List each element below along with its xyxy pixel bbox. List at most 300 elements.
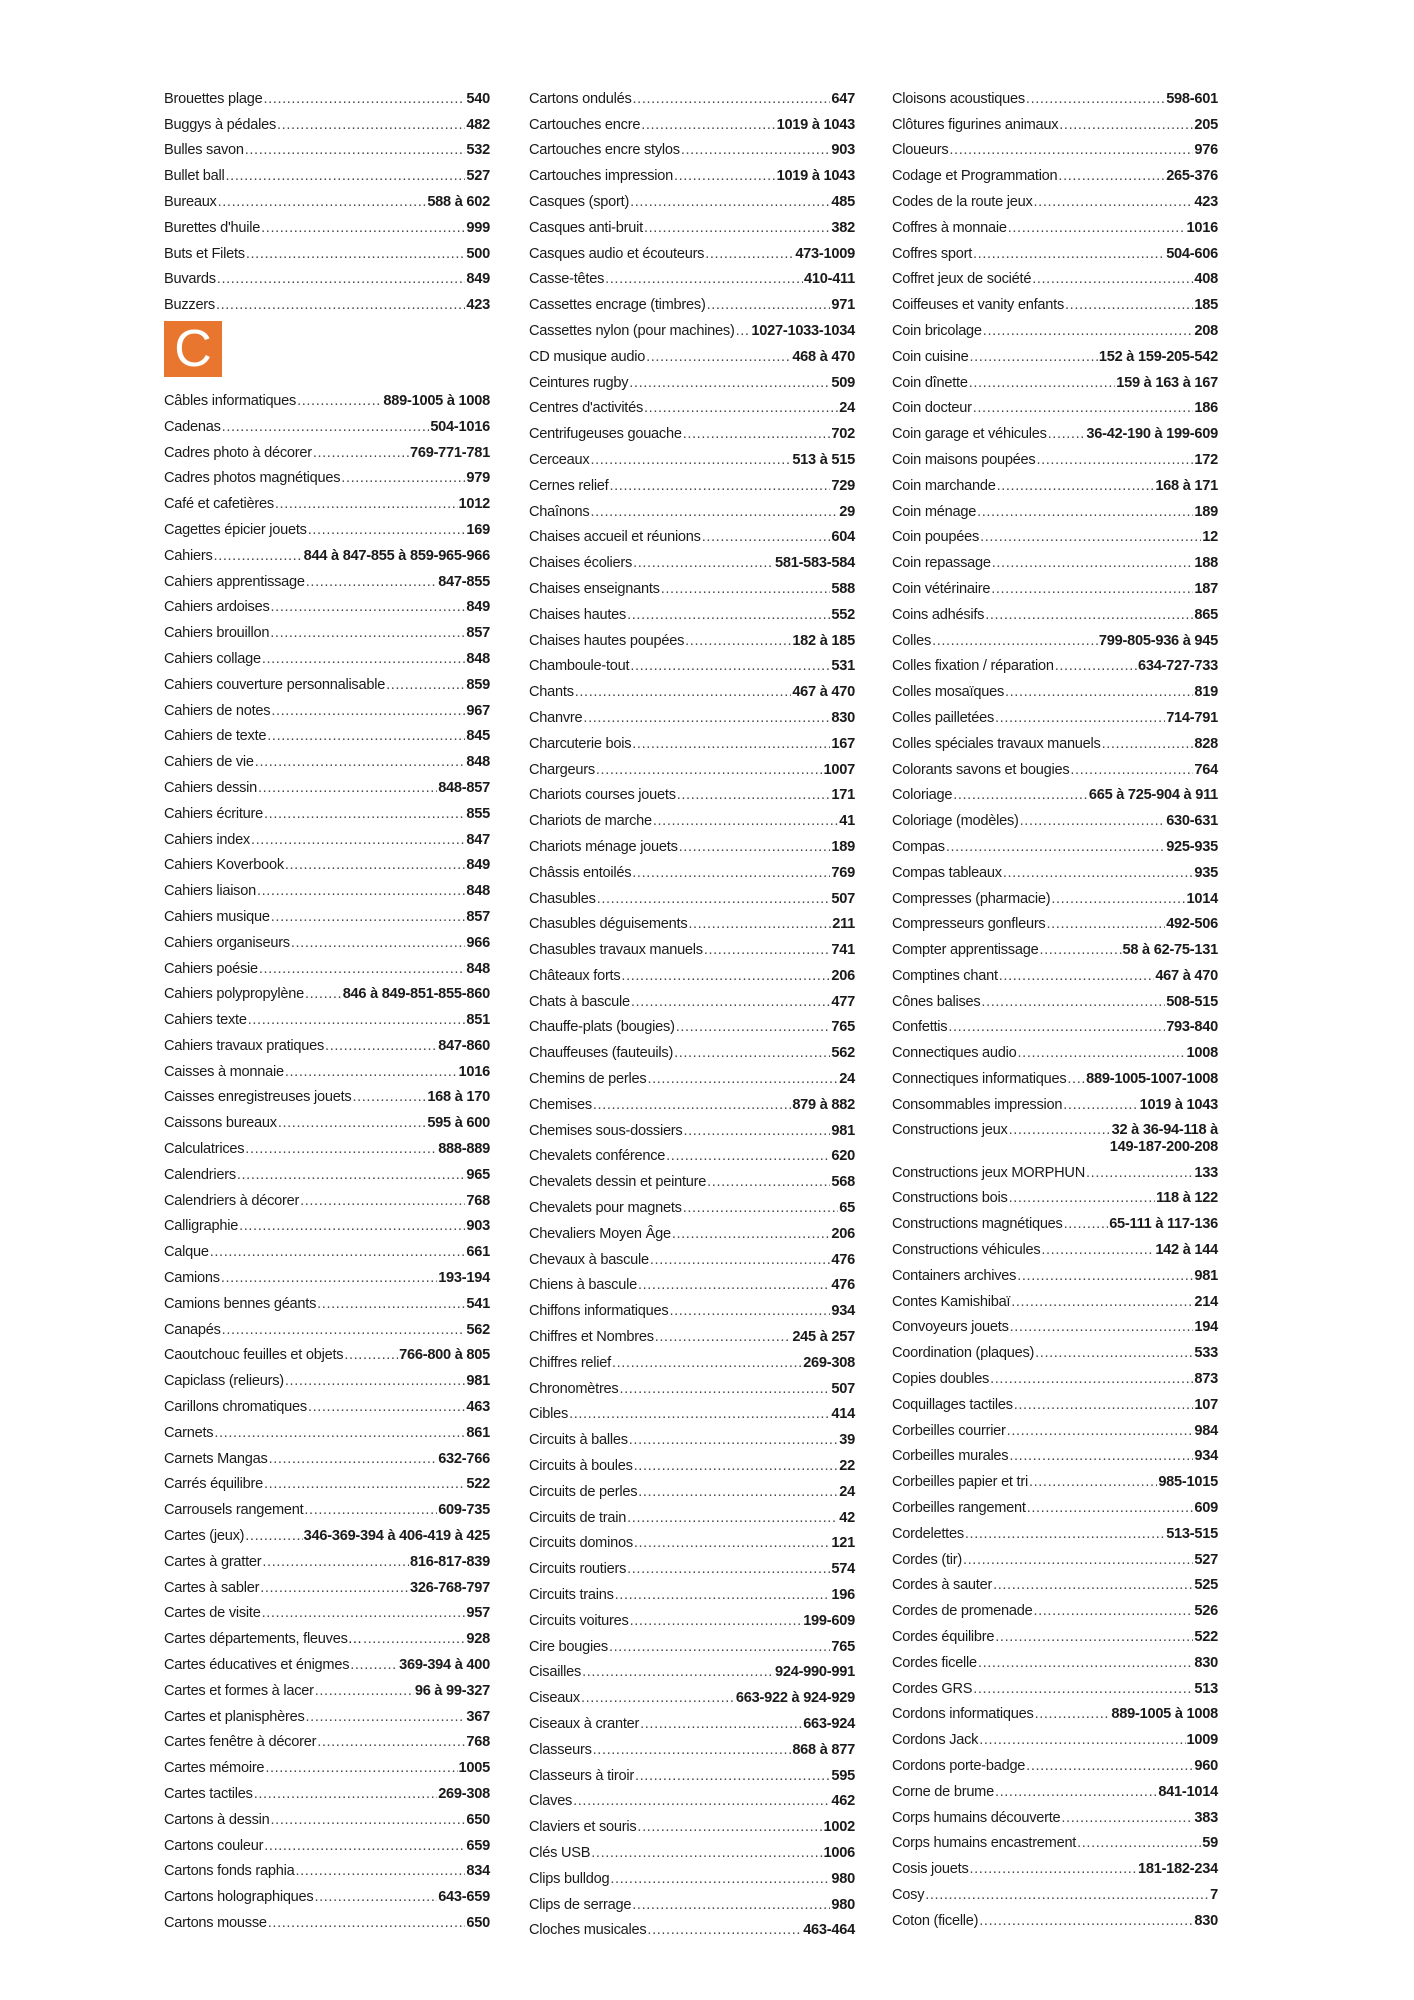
entry-page: 971 [831,297,855,314]
entry-page: 169 [466,521,490,538]
entry-label: Cartouches impression [529,168,673,185]
entry-page: 107 [1194,1396,1218,1413]
entry-label: Buzzers [164,297,215,314]
leader-dots [582,1664,774,1681]
entry-label: Circuits dominos [529,1535,633,1552]
entry-label: Cartes fenêtre à décorer [164,1734,317,1751]
entry-label: Carillons chromatiques [164,1399,307,1416]
leader-dots [1010,1319,1194,1336]
entry-page: 865 [1194,606,1218,623]
index-entry [164,1184,490,1210]
index-entry [164,1287,490,1313]
index-entry [164,237,490,263]
index-entry [529,1862,855,1888]
entry-page: 1014 [1186,890,1218,907]
leader-dots [246,246,466,263]
index-entry [164,1545,490,1571]
entry-page: 133 [1194,1164,1218,1181]
entry-label: Chevaliers Moyen Âge [529,1225,671,1242]
leader-dots [630,1613,803,1630]
index-entry [529,701,855,727]
entry-page: 598-601 [1166,90,1218,107]
entry-label: Chaînons [529,503,590,520]
leader-dots [991,581,1193,598]
entry-label: Cagettes épicier jouets [164,521,307,538]
entry-label: Circuits à boules [529,1458,633,1475]
index-entry [529,1681,855,1707]
entry-page: 206 [831,967,855,984]
index-entry [892,1440,1218,1466]
entry-label: Cordons porte-badge [892,1758,1026,1774]
entry-page: 924-990-991 [774,1664,855,1681]
leader-dots [593,1097,791,1114]
entry-label: Clips de serrage [529,1896,632,1913]
section-letter-c: C [164,321,222,377]
index-entry [892,727,1218,753]
leader-dots [683,1200,839,1217]
index-entry [529,417,855,443]
entry-label: Chanvre [529,709,583,726]
leader-dots [979,1913,1193,1930]
index-entry [529,933,855,959]
entry-label: Chemises sous-dossiers [529,1122,683,1139]
entry-label: Corbeilles papier et tri [892,1474,1028,1491]
entry-page: 849 [466,271,490,288]
index-entry [164,1158,490,1184]
index-entry [892,417,1218,443]
entry-label: Coin poupées [892,529,980,546]
leader-dots [569,1406,830,1423]
leader-dots [705,246,794,263]
entry-label: Cartons fonds raphia [164,1863,295,1880]
entry-page: 194 [1194,1319,1218,1336]
leader-dots [216,297,465,314]
index-entry [529,1165,855,1191]
entry-label: Buvards [164,271,216,288]
entry-page: 976 [1194,142,1218,159]
entry-label: Cahiers couverture personnalisable [164,676,386,693]
index-entry [164,1261,490,1287]
leader-dots [605,271,803,288]
entry-label: Cartons à dessin [164,1811,270,1828]
leader-dots [257,883,465,900]
entry-page: 834 [466,1863,490,1880]
leader-dots [1061,1810,1193,1827]
entry-page: 525 [1194,1577,1218,1594]
index-entry [164,1880,490,1906]
leader-dots [632,736,830,753]
entry-page: 981 [1194,1267,1218,1284]
index-entry [164,1571,490,1597]
entry-label: Cahiers écriture [164,805,264,822]
index-entry [892,1362,1218,1388]
leader-dots [981,994,1165,1011]
index-entry [529,288,855,314]
entry-page: 188 [1194,555,1218,572]
index-entry [164,1468,490,1494]
entry-label: Cire bougies [529,1638,608,1655]
entry-page: 423 [1194,193,1218,210]
entry-label: Bulles savon [164,142,244,159]
entry-label: Coloriage [892,787,953,804]
leader-dots [1005,684,1193,701]
index-entry [529,443,855,469]
entry-page: 269-308 [803,1354,855,1371]
entry-page: 847-860 [438,1037,490,1054]
leader-dots [295,1863,465,1880]
leader-dots [278,1115,426,1132]
entry-label: Coin ménage [892,503,977,520]
entry-label: Bureaux [164,193,217,210]
entry-label: Coin marchande [892,477,996,494]
entry-page: 609 [1194,1500,1218,1517]
leader-dots [666,1148,830,1165]
leader-dots [973,1681,1193,1698]
leader-dots [591,1845,822,1862]
leader-dots [707,1174,830,1191]
leader-dots [949,142,1193,159]
index-entry [892,1285,1218,1311]
leader-dots [993,1577,1193,1594]
leader-dots [979,1732,1185,1749]
index-entry [892,1620,1218,1646]
entry-page: 199-609 [803,1612,855,1629]
leader-dots [341,470,465,487]
leader-dots [1020,813,1166,830]
index-entry [529,1888,855,1914]
index-entry [164,263,490,289]
entry-label: Corps humains découverte [892,1809,1061,1826]
entry-page: 24 [839,400,855,417]
entry-label: Constructions véhicules [892,1242,1041,1259]
leader-dots [1035,1706,1111,1723]
index-entry [529,521,855,547]
index-entry [892,1491,1218,1517]
leader-dots [264,1838,465,1855]
entry-label: Calligraphie [164,1218,239,1235]
entry-label: Clips bulldog [529,1870,610,1887]
entry-page: 1009 [1186,1732,1218,1749]
leader-dots [997,478,1155,495]
entry-page: 12 [1202,529,1218,546]
entry-page: 889-1005-1007-1008 [1086,1071,1218,1088]
index-entry [529,1062,855,1088]
entry-label: Cahiers texte [164,1012,247,1029]
leader-dots [1017,1268,1193,1285]
index-entry [529,753,855,779]
index-entry [892,392,1218,418]
entry-page: 346-369-394 à 406-419 à 425 [303,1528,490,1545]
entry-label: Buts et Filets [164,245,245,262]
leader-dots [644,400,838,417]
index-entry [529,779,855,805]
entry-page: 1005 [458,1760,490,1777]
leader-dots [1065,297,1193,314]
index-entry [529,1320,855,1346]
index-entry [892,1207,1218,1233]
leader-dots [248,1012,466,1029]
entry-label: Codes de la route jeux [892,193,1033,210]
leader-dots [609,1639,830,1656]
entry-label: Compas [892,838,945,855]
entry-label: Châssis entoilés [529,864,632,881]
entry-label: Cartes et formes à lacer [164,1682,314,1699]
entry-label: Colles pailletées [892,709,995,726]
index-entry [892,1672,1218,1698]
entry-page: 500 [466,245,490,262]
entry-label: Cahiers polypropylène [164,986,304,1003]
index-entry [164,513,490,539]
index-entry [529,237,855,263]
entry-page: 245 à 257 [792,1329,855,1346]
index-entry [892,882,1218,908]
entry-label: Chiffres et Nombres [529,1329,654,1346]
leader-dots [1033,1603,1193,1620]
entry-page: 889-1005 à 1008 [1111,1706,1218,1723]
entry-label: Cordes ficelle [892,1654,977,1671]
entry-label: Calculatrices [164,1141,245,1158]
entry-label: Cartons holographiques [164,1889,314,1906]
entry-label: Cartouches encre stylos [529,142,680,159]
entry-page: 214 [1194,1293,1218,1310]
entry-page: 630-631 [1166,813,1218,830]
leader-dots [297,393,382,410]
entry-page: 568 [831,1174,855,1191]
leader-dots [226,168,466,185]
leader-dots [1058,168,1165,185]
entry-label: Coin dînette [892,374,968,391]
entry-page: 531 [831,658,855,675]
entry-label: Casse-têtes [529,271,605,288]
entry-label: Connectiques audio [892,1045,1017,1062]
entry-label: Cahiers index [164,831,250,848]
entry-label: Camions bennes géants [164,1295,317,1312]
entry-page: 540 [466,90,490,107]
leader-dots [313,445,409,462]
index-entry [529,1346,855,1372]
index-entry [164,1055,490,1081]
entry-label: Comptines chant [892,967,998,984]
entry-label: Chemins de perles [529,1071,647,1088]
entry-page: 513 à 515 [792,451,855,468]
leader-dots [239,1218,465,1235]
leader-dots [992,555,1194,572]
entry-label: Cassettes nylon (pour machines) [529,322,735,339]
entry-label: Calque [164,1244,209,1261]
index-entry [164,926,490,952]
leader-dots [263,91,465,108]
leader-dots [214,548,303,565]
entry-page: 848-857 [438,779,490,796]
leader-dots [1063,1097,1138,1114]
leader-dots [631,994,830,1011]
entry-label: Cahiers ardoises [164,599,270,616]
entry-page: 473-1009 [795,245,855,262]
entry-page: 830 [1194,1912,1218,1929]
entry-label: Chargeurs [529,761,595,778]
index-entry [892,443,1218,469]
index-entry [164,823,490,849]
entry-page: 369-394 à 400 [399,1657,490,1674]
leader-dots [736,323,751,340]
entry-label: Chevalets pour magnets [529,1200,682,1217]
entry-page: 423 [466,297,490,314]
entry-label: Cahiers brouillon [164,625,270,642]
leader-dots [702,529,831,546]
entry-page: 189 [831,838,855,855]
index-entry [529,572,855,598]
leader-dots [1026,1758,1193,1775]
leader-dots [672,1226,831,1243]
index-entry [164,565,490,591]
entry-page: 189 [1194,503,1218,520]
index-entry [892,495,1218,521]
entry-page: 845 [466,728,490,745]
index-entry [529,882,855,908]
entry-label: Constructions jeux MORPHUN [892,1164,1086,1181]
index-entry [164,1442,490,1468]
entry-label: Circuits trains [529,1587,614,1604]
index-entry [164,288,490,314]
leader-dots [612,1355,802,1372]
index-entry [529,1810,855,1836]
index-entry [164,797,490,823]
leader-dots [306,1709,466,1726]
leader-dots [1009,1122,1111,1139]
index-entry [529,1217,855,1243]
index-entry [529,1449,855,1475]
index-entry [892,1646,1218,1672]
leader-dots [646,349,791,366]
leader-dots [262,651,466,668]
entry-page: 934 [1194,1448,1218,1465]
entry-page: 206 [831,1225,855,1242]
leader-dots [999,968,1155,985]
leader-dots [632,865,830,882]
leader-dots [352,1089,426,1106]
leader-dots [214,1425,465,1442]
index-entry [529,985,855,1011]
entry-label: Cerceaux [529,451,590,468]
entry-page: 96 à 99-327 [414,1682,490,1699]
entry-label: Chats à bascule [529,993,630,1010]
index-entry [164,1235,490,1261]
index-entry [892,340,1218,366]
index-entry [529,727,855,753]
leader-dots [983,323,1194,340]
entry-page: 848 [466,754,490,771]
entry-label: Cahiers Koverbook [164,857,284,874]
entry-page: 171 [831,787,855,804]
leader-dots [277,117,465,134]
entry-label: Chasubles [529,890,596,907]
leader-dots [1035,1345,1193,1362]
leader-dots [677,787,831,804]
index-entry [529,675,855,701]
leader-dots [970,1861,1137,1878]
entry-page: 513-515 [1166,1525,1218,1542]
leader-dots [640,1716,802,1733]
index-entry [529,959,855,985]
leader-dots [1007,1423,1194,1440]
entry-page: 22 [839,1458,855,1475]
entry-label: Cartes et planisphères [164,1708,305,1725]
leader-dots [965,1526,1165,1543]
entry-label: Consommables impression [892,1096,1063,1113]
leader-dots [304,1502,437,1519]
entry-page-continued: 149-187-200-208 [1109,1138,1218,1155]
leader-dots [300,1193,465,1210]
leader-dots [386,677,465,694]
entry-label: Cahiers de texte [164,728,267,745]
index-entry [529,1191,855,1217]
index-entry [892,804,1218,830]
entry-page: 181-182-234 [1137,1861,1218,1878]
leader-dots [285,857,466,874]
leader-dots [634,1458,839,1475]
entry-label: Cordes à sauter [892,1577,993,1594]
entry-page: 980 [831,1896,855,1913]
leader-dots [629,1432,839,1449]
entry-label: Classeurs à tiroir [529,1767,634,1784]
leader-dots [638,1484,838,1501]
index-entry [892,753,1218,779]
index-entry [892,263,1218,289]
entry-label: Circuits de train [529,1509,627,1526]
leader-dots [251,832,465,849]
index-entry [529,159,855,185]
leader-dots [1046,916,1165,933]
leader-dots [267,728,465,745]
index-entry [529,624,855,650]
leader-dots [265,1760,457,1777]
index-entry [892,1414,1218,1440]
entry-page: 208 [1194,322,1218,339]
index-entry [892,1311,1218,1337]
entry-page: 966 [466,934,490,951]
entry-page: 1007 [823,761,855,778]
entry-page: 168 à 171 [1155,477,1218,494]
index-entry [529,598,855,624]
entry-label: Coquillages tactiles [892,1396,1013,1413]
entry-page: 765 [831,1638,855,1655]
entry-page: 196 [831,1587,855,1604]
entry-label: Cahiers travaux pratiques [164,1037,325,1054]
leader-dots [315,1683,414,1700]
index-entry [164,82,490,108]
leader-dots [641,117,775,134]
entry-page: 647 [831,90,855,107]
entry-label: Calendriers à décorer [164,1192,300,1209]
entry-page: 211 [832,916,855,933]
entry-label: Cordes équilibre [892,1629,995,1646]
leader-dots [674,1045,830,1062]
entry-label: Câbles informatiques [164,392,297,409]
entry-label: Coin repassage [892,555,991,572]
leader-dots [291,935,466,952]
entry-page: 485 [831,193,855,210]
entry-page: 410-411 [803,271,855,288]
index-entry [164,952,490,978]
entry-page: 1008 [1186,1045,1218,1062]
entry-page: 844 à 847-855 à 859-965-966 [303,547,490,564]
entry-page: 159 à 163 à 167 [1116,374,1218,391]
entry-page: 855 [466,805,490,822]
entry-page: 574 [831,1561,855,1578]
entry-label: Colles spéciales travaux manuels [892,735,1101,752]
index-entry [892,185,1218,211]
leader-dots [271,599,466,616]
